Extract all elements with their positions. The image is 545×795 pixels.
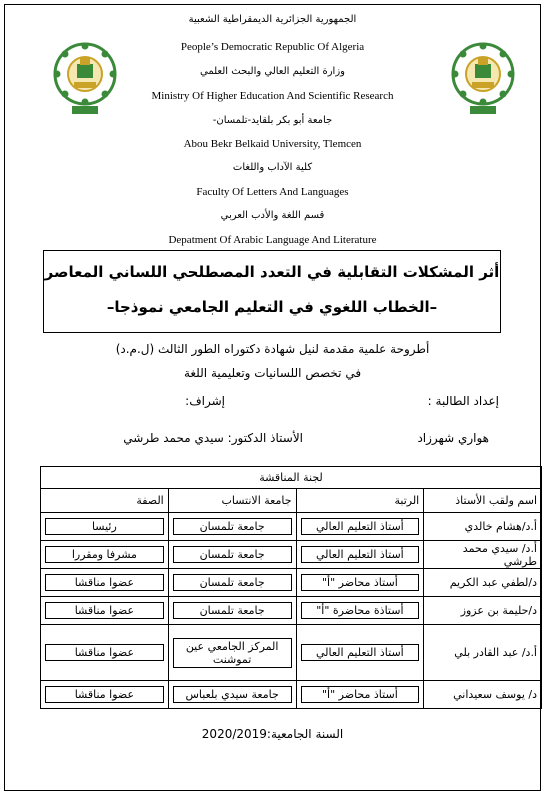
member-rank-text: أستاذة محاضرة "أ" xyxy=(301,602,420,619)
member-rank-text: أستاذ التعليم العالي xyxy=(301,644,420,661)
academic-year: السنة الجامعية:2020/2019 xyxy=(201,727,344,741)
member-rank-text: أستاذ محاضر "أ" xyxy=(301,686,420,703)
republic-ar: الجمهورية الجزائرية الديمقراطية الشعبية xyxy=(188,14,357,25)
member-university-text: جامعة تلمسان xyxy=(173,546,292,563)
author-name: هواري شهرزاد xyxy=(417,431,489,445)
faculty-en: Faculty Of Letters And Languages xyxy=(196,186,349,198)
member-role xyxy=(41,513,169,541)
member-university xyxy=(168,513,296,541)
ministry-ar: وزارة التعليم العالي والبحث العلمي xyxy=(200,66,345,77)
member-rank xyxy=(296,597,424,625)
member-role-text: عضوا مناقشا xyxy=(45,574,164,591)
member-rank xyxy=(296,569,424,597)
member-rank-text: أستاذ محاضر "أ" xyxy=(301,574,420,591)
member-university-text: جامعة سيدي بلعباس xyxy=(173,686,292,703)
table-row xyxy=(41,513,542,541)
ministry-en: Ministry Of Higher Education And Scientific Research xyxy=(151,90,394,102)
member-role-text: عضوا مناقشا xyxy=(45,686,164,703)
member-name: أ.د/ سيدي محمد طرشي xyxy=(424,541,542,569)
member-rank xyxy=(296,513,424,541)
member-university xyxy=(168,541,296,569)
republic-en: People’s Democratic Republic Of Algeria xyxy=(180,41,365,53)
faculty-ar: كلية الآداب واللغات xyxy=(232,162,313,173)
member-name: د/لطفي عبد الكريم xyxy=(424,569,542,597)
thesis-title-box xyxy=(43,250,501,333)
member-university-text: جامعة تلمسان xyxy=(173,574,292,591)
member-university xyxy=(168,625,296,681)
member-rank xyxy=(296,541,424,569)
member-university-text: جامعة تلمسان xyxy=(173,518,292,535)
thesis-specialty: في تخصص اللسانيات وتعليمية اللغة xyxy=(183,366,362,380)
table-row xyxy=(41,597,542,625)
member-rank xyxy=(296,681,424,709)
member-role-text: عضوا مناقشا xyxy=(45,644,164,661)
header-university: جامعة الانتساب xyxy=(168,489,296,513)
member-role xyxy=(41,541,169,569)
member-role-text: مشرفا ومقررا xyxy=(45,546,164,563)
member-rank xyxy=(296,625,424,681)
member-name: د/ يوسف سعيداني xyxy=(424,681,542,709)
table-row xyxy=(41,541,542,569)
header-rank: الرتبة xyxy=(296,489,424,513)
member-name: أ.د/هشام خالدي xyxy=(424,513,542,541)
committee-header-row xyxy=(41,489,542,513)
member-role xyxy=(41,597,169,625)
member-rank-text: أستاذ التعليم العالي xyxy=(301,518,420,535)
table-row xyxy=(41,569,542,597)
prepared-by-label: إعداد الطالبة : xyxy=(427,394,499,408)
member-university xyxy=(168,597,296,625)
member-university xyxy=(168,681,296,709)
member-rank-text: أستاذ التعليم العالي xyxy=(301,546,420,563)
committee-table xyxy=(40,466,542,709)
thesis-title-line2: –الخطاب اللغوي في التعليم الجامعي نموذجا– xyxy=(106,298,438,316)
member-name: د/حليمة بن عزوز xyxy=(424,597,542,625)
member-role xyxy=(41,681,169,709)
table-row xyxy=(41,681,542,709)
member-university xyxy=(168,569,296,597)
member-role-text: عضوا مناقشا xyxy=(45,602,164,619)
supervisor-name: الأستاذ الدكتور: سيدي محمد طرشي xyxy=(123,431,303,445)
header-role: الصفة xyxy=(41,489,169,513)
header-name: اسم ولقب الأستاذ xyxy=(424,489,542,513)
member-name: أ.د/ عبد القادر بلي xyxy=(424,625,542,681)
committee-caption: لجنة المناقشة xyxy=(41,467,542,489)
department-en: Depatment Of Arabic Language And Literature xyxy=(168,234,377,246)
table-row xyxy=(41,625,542,681)
committee-caption-row xyxy=(41,467,542,489)
member-university-text: المركز الجامعي عين تموشنت xyxy=(173,638,292,668)
department-ar: قسم اللغة والأدب العربي xyxy=(220,210,325,221)
university-ar: جامعة أبو بكر بلقايد-تلمسان- xyxy=(212,115,333,126)
thesis-description: أطروحة علمية مقدمة لنيل شهادة دكتوراه الطور الثالث (ل.م.د) xyxy=(115,342,430,356)
supervisor-label: إشراف: xyxy=(185,394,225,408)
member-role xyxy=(41,569,169,597)
member-university-text: جامعة تلمسان xyxy=(173,602,292,619)
member-role-text: رئيسا xyxy=(45,518,164,535)
member-role xyxy=(41,625,169,681)
thesis-title-line1: أثر المشكلات التقابلية في التعدد المصطلحي اللساني المعاصر xyxy=(44,263,500,281)
university-en: Abou Bekr Belkaid University, Tlemcen xyxy=(183,138,362,150)
